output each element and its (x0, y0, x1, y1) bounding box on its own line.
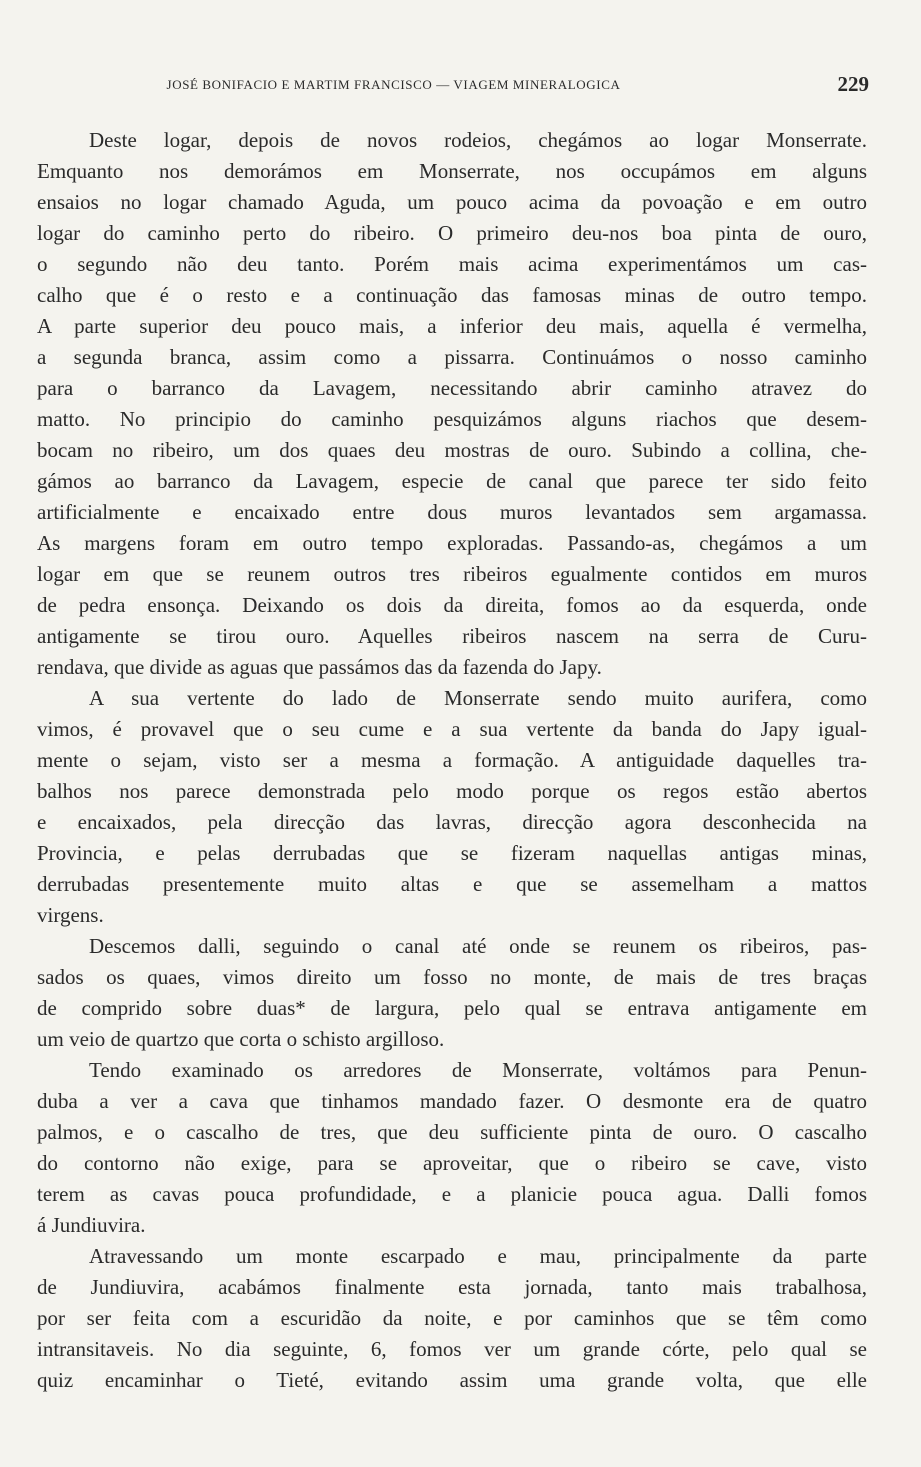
text-line: de Jundiuvira, acabámos finalmente esta jornada, tanto mais trabalhosa, (37, 1275, 867, 1299)
text-line: As margens foram em outro tempo exploradas. Passando-as, chegámos a um (37, 531, 867, 555)
text-line: duba a ver a cava que tinhamos mandado fazer. O desmonte era de quatro (37, 1089, 867, 1113)
text-line: Atravessando um monte escarpado e mau, principalmente da parte (89, 1244, 867, 1268)
text-line: por ser feita com a escuridão da noite, e por caminhos que se têm como (37, 1306, 867, 1330)
text-line: terem as cavas pouca profundidade, e a planicie pouca agua. Dalli fomos (37, 1182, 867, 1206)
text-line: e encaixados, pela direcção das lavras, direcção agora desconhecida na (37, 810, 867, 834)
text-line: palmos, e o cascalho de tres, que deu sufficiente pinta de ouro. O cascalho (37, 1120, 867, 1144)
text-line: o segundo não deu tanto. Porém mais acima experimentámos um cas- (37, 252, 867, 276)
text-line: A parte superior deu pouco mais, a inferior deu mais, aquella é vermelha, (37, 314, 867, 338)
body-text (37, 125, 867, 1396)
text-line: sados os quaes, vimos direito um fosso no monte, de mais de tres braças (37, 965, 867, 989)
text-line: Provincia, e pelas derrubadas que se fizeram naquellas antigas minas, (37, 841, 867, 865)
text-line: gámos ao barranco da Lavagem, especie de canal que parece ter sido feito (37, 469, 867, 493)
text-line: um veio de quartzo que corta o schisto argilloso. (37, 1027, 445, 1051)
text-line: artificialmente e encaixado entre dous muros levantados sem argamassa. (37, 500, 867, 524)
text-line: para o barranco da Lavagem, necessitando abrir caminho atravez do (37, 376, 867, 400)
text-line: Tendo examinado os arredores de Monserrate, voltámos para Penun- (89, 1058, 867, 1082)
text-line: logar do caminho perto do ribeiro. O primeiro deu-nos boa pinta de ouro, (37, 221, 867, 245)
text-line: quiz encaminhar o Tieté, evitando assim uma grande volta, que elle (37, 1368, 867, 1392)
text-line: virgens. (37, 903, 104, 927)
text-line: logar em que se reunem outros tres ribeiros egualmente contidos em muros (37, 562, 867, 586)
text-line: calho que é o resto e a continuação das famosas minas de outro tempo. (37, 283, 867, 307)
text-line: Deste logar, depois de novos rodeios, chegámos ao logar Monserrate. (89, 128, 867, 152)
text-line: matto. No principio do caminho pesquizámos alguns riachos que desem- (37, 407, 867, 431)
text-line: de comprido sobre duas* de largura, pelo qual se entrava antigamente em (37, 996, 867, 1020)
text-line: bocam no ribeiro, um dos quaes deu mostras de ouro. Subindo a collina, che- (37, 438, 867, 462)
text-line: antigamente se tirou ouro. Aquelles ribeiros nascem na serra de Curu- (37, 624, 867, 648)
text-line: ensaios no logar chamado Aguda, um pouco acima da povoação e em outro (37, 190, 867, 214)
text-line: A sua vertente do lado de Monserrate sendo muito aurifera, como (89, 686, 867, 710)
text-line: intransitaveis. No dia seguinte, 6, fomos ver um grande córte, pelo qual se (37, 1337, 867, 1361)
text-line: balhos nos parece demonstrada pelo modo porque os regos estão abertos (37, 779, 867, 803)
text-line: Descemos dalli, seguindo o canal até onde se reunem os ribeiros, pas- (89, 934, 867, 958)
running-title: JOSÉ BONIFACIO E MARTIM FRANCISCO — VIAGEM MINERALOGICA (166, 77, 621, 92)
text-line: Emquanto nos demorámos em Monserrate, nos occupámos em alguns (37, 159, 867, 183)
text-line: rendava, que divide as aguas que passámos das da fazenda do Japy. (37, 655, 602, 679)
text-line: vimos, é provavel que o seu cume e a sua vertente da banda do Japy igual- (37, 717, 867, 741)
page-number: 229 (837, 72, 869, 96)
text-line: a segunda branca, assim como a pissarra. Continuámos o nosso caminho (37, 345, 867, 369)
text-line: de pedra ensonça. Deixando os dois da direita, fomos ao da esquerda, onde (37, 593, 867, 617)
text-line: do contorno não exige, para se aproveitar, que o ribeiro se cave, visto (37, 1151, 867, 1175)
text-line: á Jundiuvira. (37, 1213, 146, 1237)
text-line: derrubadas presentemente muito altas e que se assemelham a mattos (37, 872, 867, 896)
running-header (38, 74, 869, 98)
text-line: mente o sejam, visto ser a mesma a formação. A antiguidade daquelles tra- (37, 748, 867, 772)
